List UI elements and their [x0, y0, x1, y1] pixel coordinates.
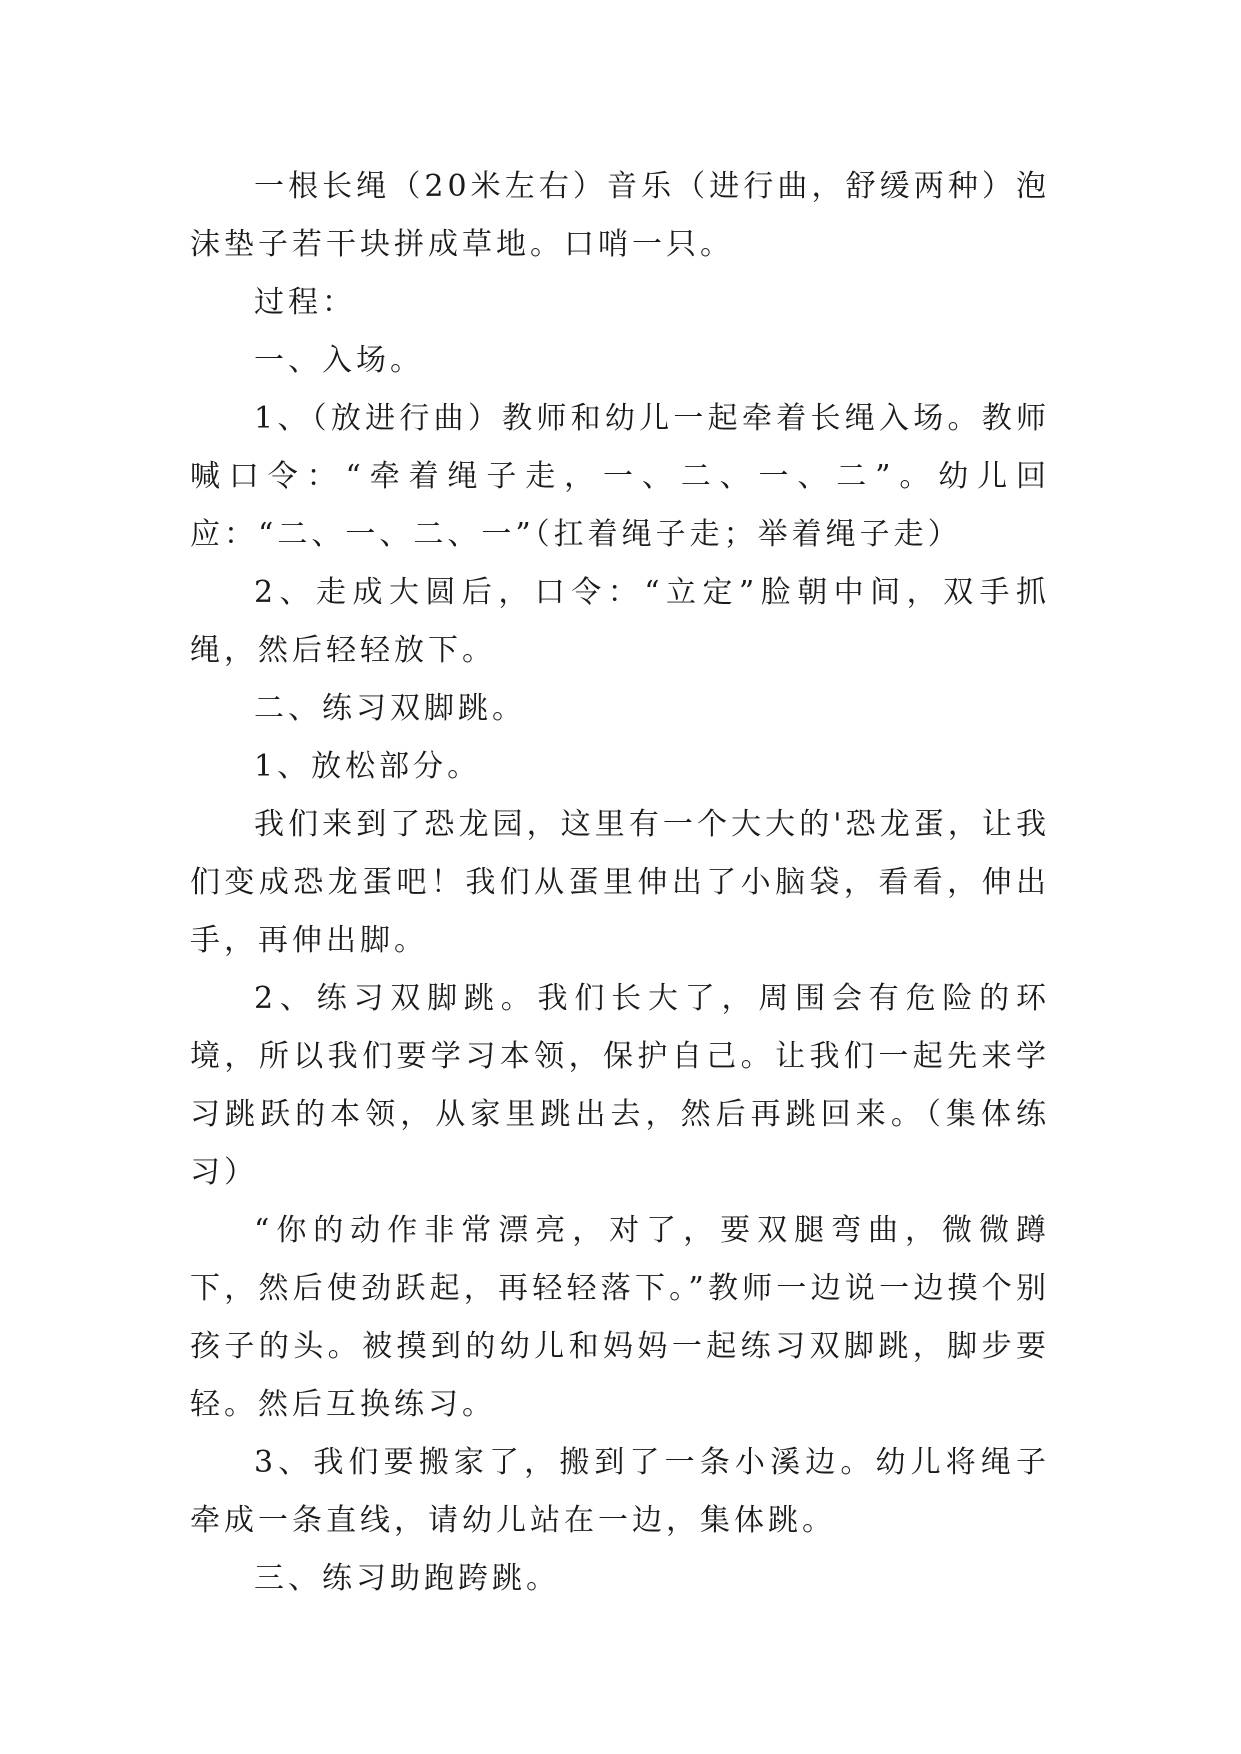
paragraph-materials: 一根长绳（20米左右）音乐（进行曲，舒缓两种）泡沫垫子若干块拼成草地。口哨一只。: [190, 169, 1050, 262]
paragraph-moving-house: 3、我们要搬家了，搬到了一条小溪边。幼儿将绳子牵成一条直线，请幼儿站在一边，集体跳。: [190, 1445, 1050, 1538]
document-body: [190, 158, 1050, 1608]
section-heading-entrance: 一、入场。: [254, 343, 424, 378]
paragraph-teacher-quote: “你的动作非常漂亮，对了，要双腿弯曲，微微蹲下，然后使劲跃起，再轻轻落下。”教师一边说一边摸个别孩子的头。被摸到的幼儿和妈妈一起练习双脚跳，脚步要轻。然后互换练习。: [190, 1213, 1050, 1422]
paragraph-relax-heading: 1、放松部分。: [254, 749, 482, 784]
section-heading-run-jump: 三、练习助跑跨跳。: [254, 1561, 560, 1596]
paragraph-dinosaur-egg: 我们来到了恐龙园，这里有一个大大的'恐龙蛋，让我们变成恐龙蛋吧！我们从蛋里伸出了小脑袋，看看，伸出手，再伸出脚。: [190, 807, 1050, 958]
paragraph-step-1-entrance: 1、（放进行曲）教师和幼儿一起牵着长绳入场。教师喊口令：“牵着绳子走，一、二、一、二”。幼儿回应：“二、一、二、一”（扛着绳子走；举着绳子走）: [190, 401, 1050, 552]
paragraph-process-heading: 过程：: [254, 285, 356, 320]
paragraph-step-2-circle: 2、走成大圆后，口令：“立定”脸朝中间，双手抓绳，然后轻轻放下。: [190, 575, 1050, 668]
paragraph-practice-jump: 2、练习双脚跳。我们长大了，周围会有危险的环境，所以我们要学习本领，保护自己。让我们一起先来学习跳跃的本领，从家里跳出去，然后再跳回来。（集体练习）: [190, 981, 1050, 1190]
section-heading-double-jump: 二、练习双脚跳。: [254, 691, 526, 726]
